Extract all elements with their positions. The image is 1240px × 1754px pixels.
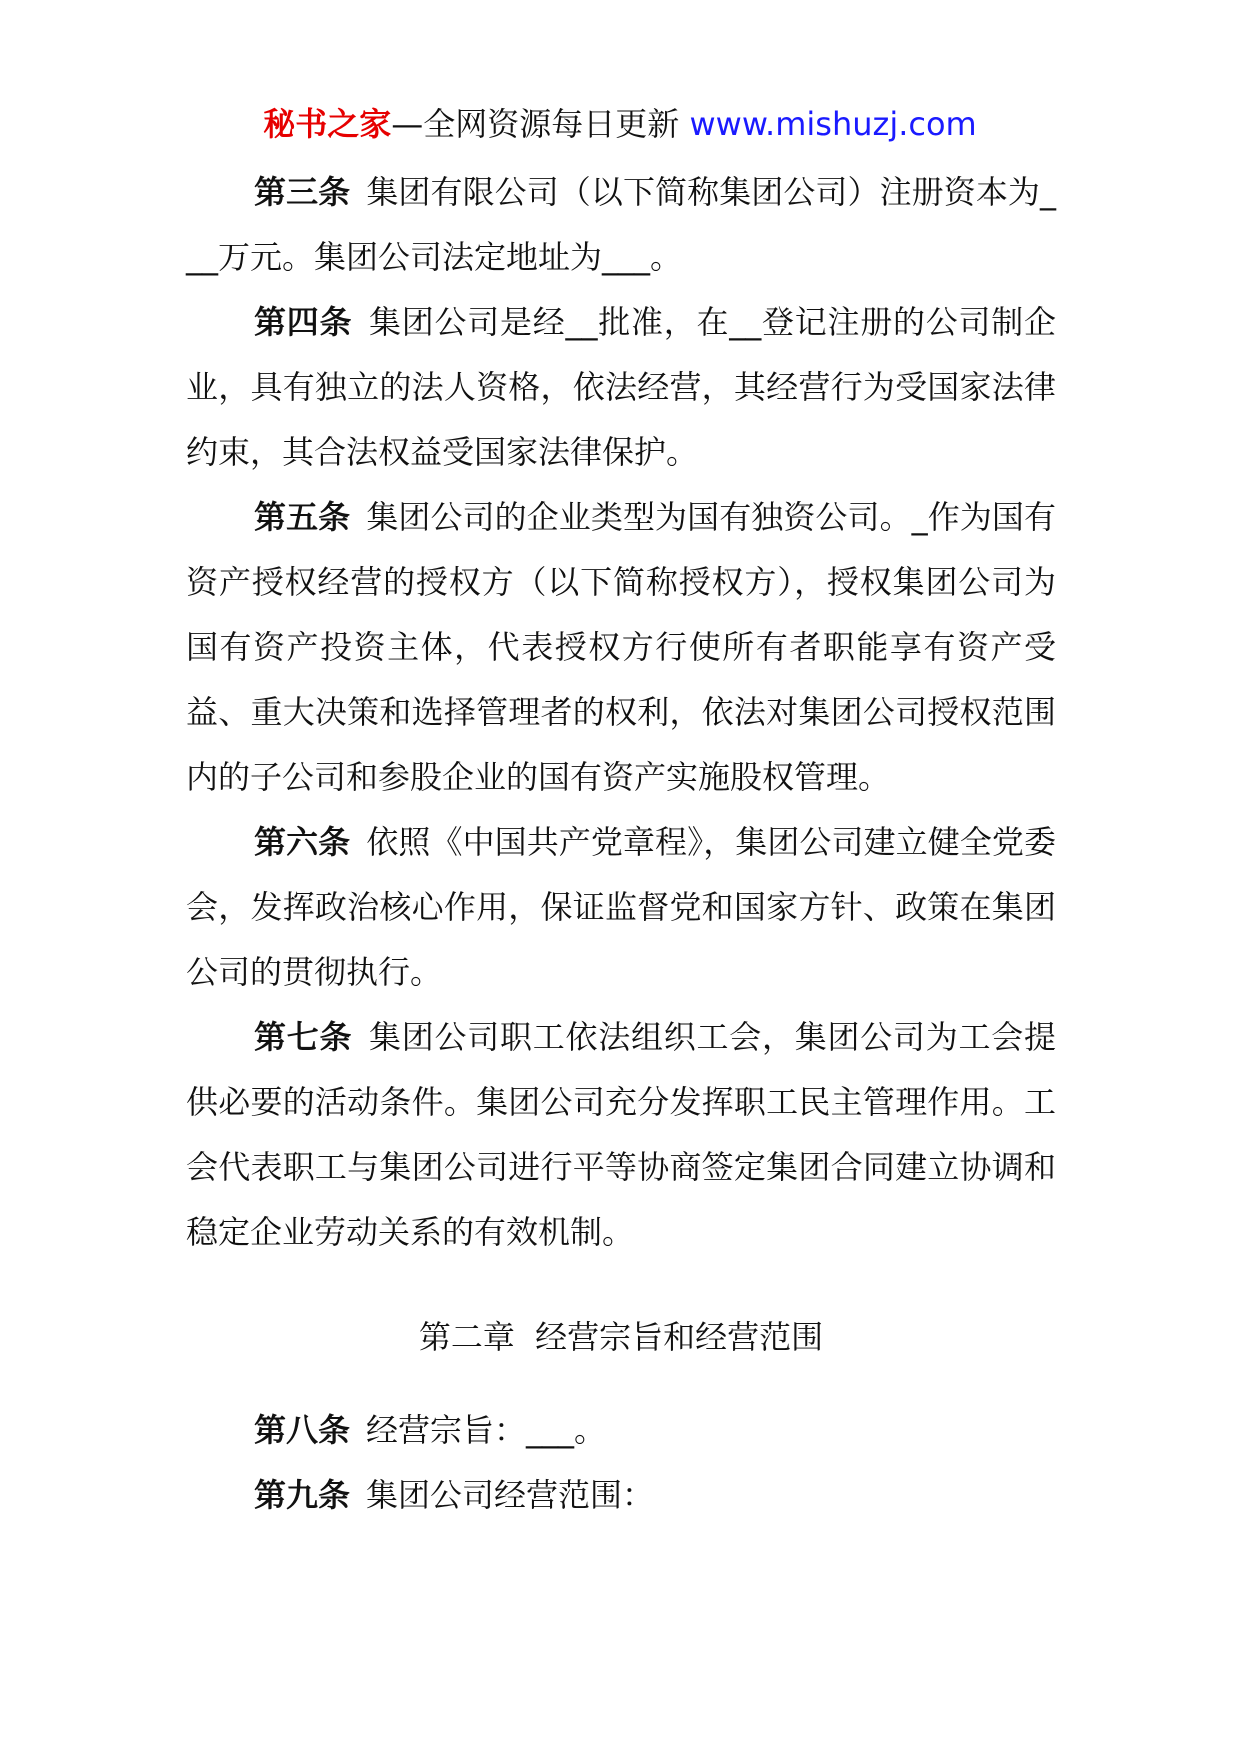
document-body	[186, 160, 1056, 1528]
article-text: 集团公司经营范围：	[366, 1476, 655, 1514]
article-number: 第五条	[254, 498, 351, 536]
article-number: 第三条	[254, 173, 351, 211]
article-4	[186, 290, 1056, 485]
article-text: 集团有限公司（以下简称集团公司）注册资本为___万元。集团公司法定地址为___。	[186, 173, 1056, 276]
article-number: 第八条	[254, 1411, 351, 1449]
article-8	[186, 1398, 1056, 1463]
article-number: 第四条	[254, 303, 353, 341]
article-text: 依照《中国共产党章程》，集团公司建立健全党委会，发挥政治核心作用，保证监督党和国家方针、政策在集团公司的贯彻执行。	[186, 823, 1056, 991]
article-number: 第六条	[254, 823, 351, 861]
article-text: 集团公司职工依法组织工会，集团公司为工会提供必要的活动条件。集团公司充分发挥职工民主管理作用。工会代表职工与集团公司进行平等协商签定集团合同建立协调和稳定企业劳动关系的有效机制。	[186, 1018, 1056, 1251]
article-3	[186, 160, 1056, 290]
article-text: 集团公司的企业类型为国有独资公司。_作为国有资产授权经营的授权方（以下简称授权方），授权集团公司为国有资产投资主体，代表授权方行使所有者职能享有资产受益、重大决策和选择管理者的权利，依法对集团公司授权范围内的子公司和参股企业的国有资产实施股权管理。	[186, 498, 1056, 796]
article-6	[186, 810, 1056, 1005]
article-number: 第七条	[254, 1018, 353, 1056]
article-number: 第九条	[254, 1476, 351, 1514]
site-header	[0, 100, 1240, 148]
chapter-heading: 第二章 经营宗旨和经营范围	[418, 1318, 824, 1356]
article-5	[186, 485, 1056, 810]
article-7	[186, 1005, 1056, 1265]
brand-name: 秘书之家	[263, 105, 392, 143]
article-9	[186, 1463, 1056, 1528]
site-url-link[interactable]: www.mishuzj.com	[689, 105, 977, 143]
article-text: 集团公司是经__批准，在__登记注册的公司制企业，具有独立的法人资格，依法经营，其经营行为受国家法律约束，其合法权益受国家法律保护。	[186, 303, 1056, 471]
article-text: 经营宗旨：___。	[366, 1411, 607, 1449]
header-tagline: —全网资源每日更新	[391, 105, 690, 143]
